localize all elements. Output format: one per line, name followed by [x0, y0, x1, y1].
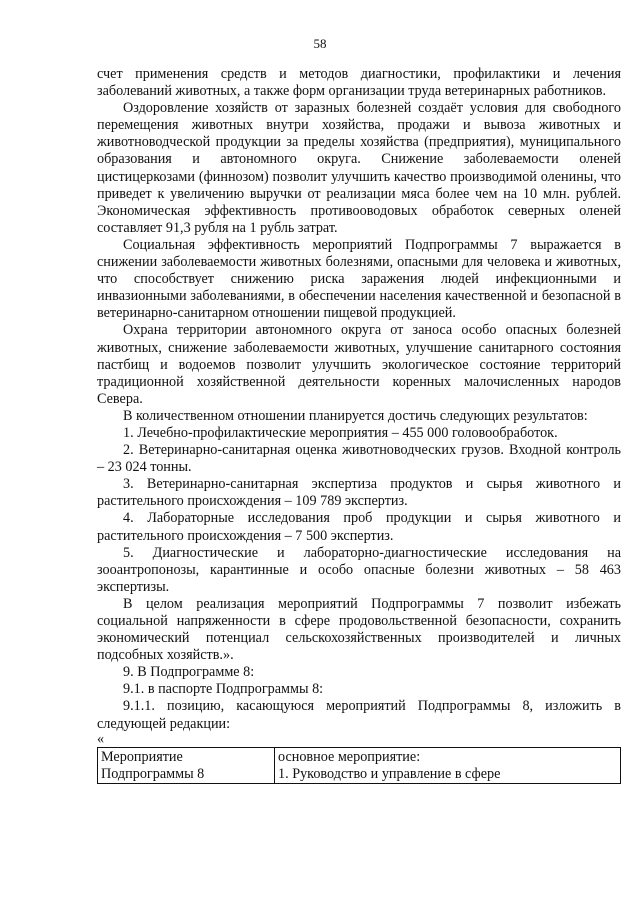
- document-body: [97, 66, 621, 784]
- page-number: 58: [313, 36, 327, 51]
- paragraph: Оздоровление хозяйств от заразных болезней создаёт условия для свободного перемещения животных внутри хозяйства, продажи и вывоза животных и животноводческой продукции за пределы хозяйства (предприятия), муниципального образования и автономного округа. Снижение заболеваемости оленей цистицеркозами (финнозом) позволит улучшить качество производимой оленины, что приведет к увеличению выручки от реализации мяса более чем на 10 млн. рублей. Экономическая эффективность противооводовых обработок северных оленей составляет 91,3 рубля на 1 рубль затрат.: [97, 100, 621, 236]
- list-item: 1. Лечебно-профилактические мероприятия – 455 000 головообработок.: [123, 424, 558, 441]
- table-cell-line: 1. Руководство и управление в сфере: [278, 765, 501, 782]
- paragraph: Социальная эффективность мероприятий Подпрограммы 7 выражается в снижении заболеваемости животных болезнями, опасными для человека и животных, что способствует снижению риска заражения людей инфекционными и инвазионными заболеваниями, в обеспечении населения качественной и безопасной в ветеринарно-санитарном отношении пищевой продукцией.: [97, 236, 621, 322]
- table-cell-line: основное мероприятие:: [278, 748, 421, 765]
- paragraph: 9. В Подпрограмме 8:: [123, 664, 255, 681]
- paragraph: 9.1.1. позицию, касающуюся мероприятий Подпрограммы 8, изложить в следующей редакции:: [97, 698, 621, 732]
- table-cell-event-label: Мероприятие Подпрограммы 8: [98, 747, 275, 783]
- list-item: 4. Лабораторные исследования проб продукции и сырья животного и растительного происхождения – 7 500 экспертиз.: [97, 510, 621, 544]
- paragraph: 9.1. в паспорте Подпрограммы 8:: [123, 681, 324, 698]
- passport-table: [97, 747, 621, 784]
- paragraph: В целом реализация мероприятий Подпрограммы 7 позволит избежать социальной напряженности в сфере продовольственной безопасности, сохранить экономический потенциал сельскохозяйственных производителей и личных подсобных хозяйств.».: [97, 595, 621, 664]
- paragraph: Охрана территории автономного округа от заноса особо опасных болезней животных, снижение заболеваемости животных, улучшение санитарного состояния пастбищ и водоемов позволит улучшить экологическое состояние территорий традиционной хозяйственной деятельности коренных малочисленных народов Севера.: [97, 322, 621, 407]
- list-item: 3. Ветеринарно-санитарная экспертиза продуктов и сырья животного и растительного происхождения – 109 789 экспертиз.: [97, 476, 621, 510]
- table-cell-event-content: [275, 747, 621, 783]
- opening-quote-mark: «: [97, 730, 105, 747]
- paragraph: счет применения средств и методов диагностики, профилактики и лечения заболеваний животных, а также форм организации труда ветеринарных работников.: [97, 66, 621, 100]
- list-item: 2. Ветеринарно-санитарная оценка животноводческих грузов. Входной контроль – 23 024 тонны.: [97, 442, 621, 476]
- paragraph: В количественном отношении планируется достичь следующих результатов:: [123, 407, 588, 424]
- list-item: 5. Диагностические и лабораторно-диагностические исследования на зооантропонозы, карантинные и особо опасные болезни животных – 58 463 экспертизы.: [97, 544, 621, 595]
- table-row: [98, 747, 621, 783]
